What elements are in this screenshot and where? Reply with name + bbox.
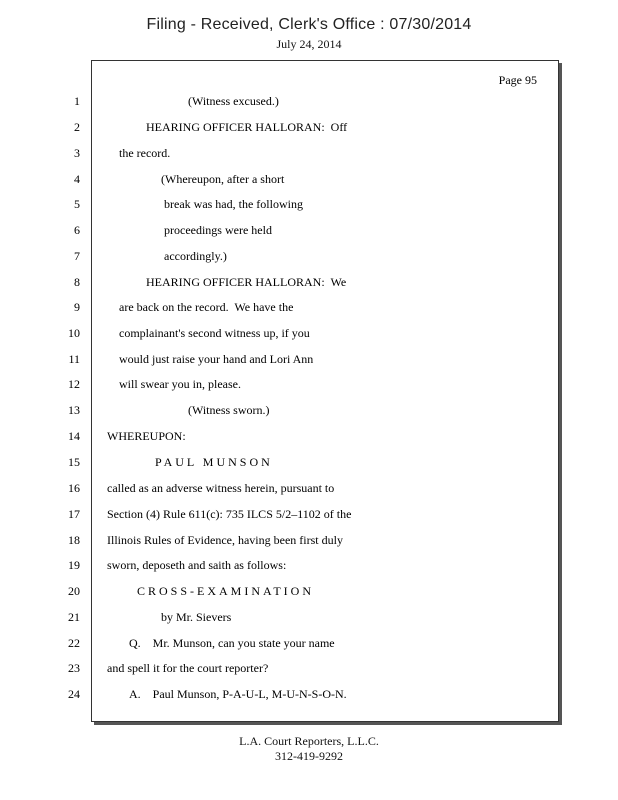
line-number: 21 [68,610,80,624]
page-number: Page 95 [498,73,537,87]
transcript-line [0,249,618,267]
line-text: (Witness excused.) [188,94,279,108]
transcript-line [0,636,618,654]
transcript-line [0,661,618,679]
line-text: (Witness sworn.) [188,403,270,417]
line-number: 2 [74,120,80,134]
reporter-phone: 312-419-9292 [275,749,343,763]
line-number: 14 [68,429,80,443]
transcript-line [0,584,618,602]
line-number: 22 [68,636,80,650]
transcript-date: July 24, 2014 [276,37,342,51]
transcript-line [0,146,618,164]
line-number: 15 [68,455,80,469]
line-number: 5 [74,197,80,211]
line-text: proceedings were held [164,223,272,237]
transcript-line [0,352,618,370]
line-number: 19 [68,558,80,572]
line-text: HEARING OFFICER HALLORAN: We [146,275,347,289]
transcript-line [0,172,618,190]
line-text: accordingly.) [164,249,227,263]
transcript-line [0,120,618,138]
line-number: 10 [68,326,80,340]
transcript-line [0,687,618,705]
line-text: Q. Mr. Munson, can you state your name [129,636,335,650]
line-text: A. Paul Munson, P-A-U-L, M-U-N-S-O-N. [129,687,347,701]
line-number: 13 [68,403,80,417]
line-text: the record. [119,146,171,160]
line-number: 11 [68,352,80,366]
transcript-line [0,558,618,576]
transcript-line [0,197,618,215]
transcript-line [0,377,618,395]
line-number: 9 [74,300,80,314]
line-text: CROSS-EXAMINATION [137,584,315,598]
transcript-line [0,403,618,421]
line-number: 7 [74,249,80,263]
line-text: Section (4) Rule 611(c): 735 ILCS 5/2–1102 of the [107,507,352,521]
transcript-line [0,275,618,293]
line-text: sworn, deposeth and saith as follows: [107,558,287,572]
line-number: 16 [68,481,80,495]
line-text: complainant's second witness up, if you [119,326,310,340]
line-text: are back on the record. We have the [119,300,294,314]
transcript-line [0,533,618,551]
line-text: Illinois Rules of Evidence, having been first duly [107,533,343,547]
transcript-line [0,481,618,499]
line-number: 20 [68,584,80,598]
line-number: 1 [74,94,80,108]
line-number: 4 [74,172,80,186]
transcript-line [0,507,618,525]
line-text: WHEREUPON: [107,429,186,443]
transcript-line [0,326,618,344]
line-text: called as an adverse witness herein, pursuant to [107,481,335,495]
line-number: 3 [74,146,80,160]
transcript-line [0,94,618,112]
line-number: 18 [68,533,80,547]
line-text: would just raise your hand and Lori Ann [119,352,314,366]
transcript-line [0,429,618,447]
reporter-company: L.A. Court Reporters, L.L.C. [239,734,379,748]
line-text: and spell it for the court reporter? [107,661,269,675]
line-text: PAUL MUNSON [155,455,273,469]
line-number: 23 [68,661,80,675]
line-number: 6 [74,223,80,237]
line-text: HEARING OFFICER HALLORAN: Off [146,120,348,134]
line-text: by Mr. Sievers [161,610,232,624]
transcript-line [0,455,618,473]
line-number: 8 [74,275,80,289]
line-number: 24 [68,687,80,701]
transcript-line [0,610,618,628]
transcript-line [0,223,618,241]
transcript-line [0,300,618,318]
line-number: 17 [68,507,80,521]
line-text: (Whereupon, after a short [161,172,285,186]
line-text: will swear you in, please. [119,377,241,391]
line-number: 12 [68,377,80,391]
line-text: break was had, the following [164,197,303,211]
filing-stamp: Filing - Received, Clerk's Office : 07/30/2014 [146,16,472,33]
